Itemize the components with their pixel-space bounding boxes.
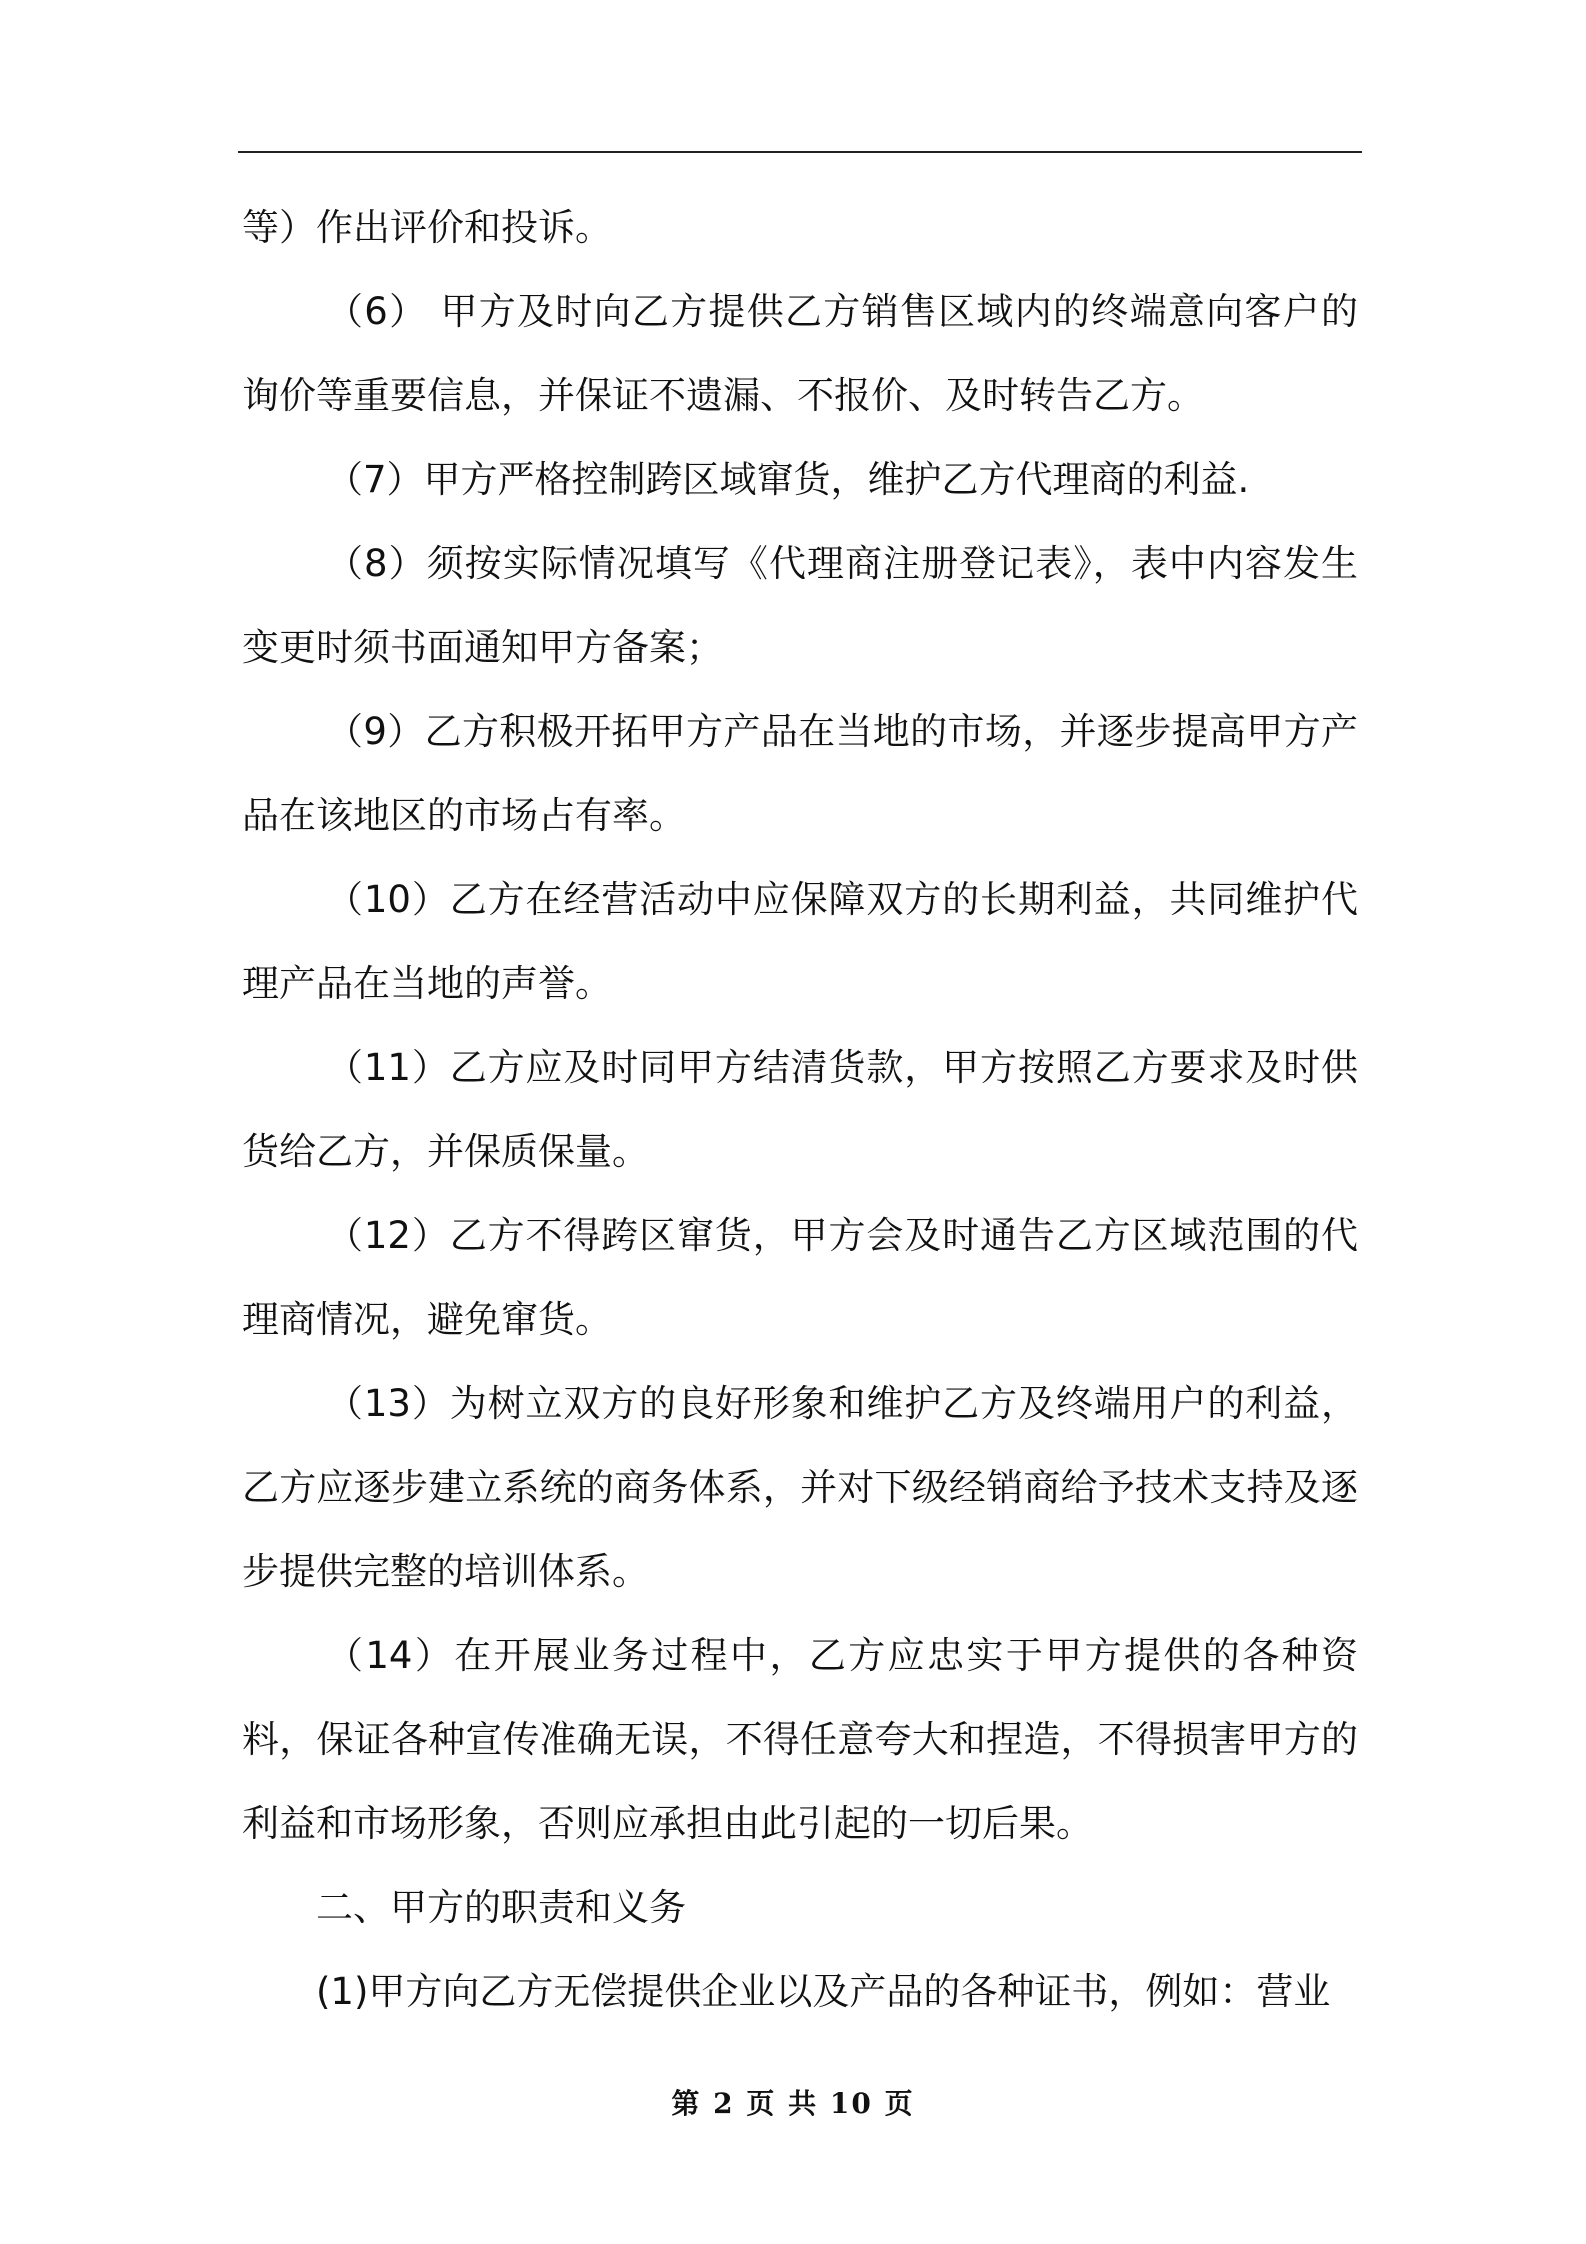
paragraph-duty-1: (1)甲方向乙方无偿提供企业以及产品的各种证书，例如：营业 <box>316 1970 1331 2013</box>
paragraph-item-6: （6） 甲方及时向乙方提供乙方销售区域内的终端意向客户的询价等重要信息，并保证不遗漏、不报价、及时转告乙方。 <box>242 290 1358 417</box>
paragraph-item-7: （7）甲方严格控制跨区域窜货，维护乙方代理商的利益. <box>326 458 1250 501</box>
paragraph-item-8: （8）须按实际情况填写《代理商注册登记表》，表中内容发生变更时须书面通知甲方备案； <box>242 542 1358 669</box>
page-number-footer: 第 2 页 共 10 页 <box>671 2087 915 2120</box>
paragraph-item-11: （11）乙方应及时同甲方结清货款，甲方按照乙方要求及时供货给乙方，并保质保量。 <box>242 1046 1358 1173</box>
paragraph-item-10: （10）乙方在经营活动中应保障双方的长期利益，共同维护代理产品在当地的声誉。 <box>242 878 1358 1005</box>
header-rule <box>238 151 1362 153</box>
section-heading: 二、甲方的职责和义务 <box>316 1886 686 1929</box>
document-body <box>242 186 1358 2034</box>
paragraph-item-9: （9）乙方积极开拓甲方产品在当地的市场，并逐步提高甲方产品在该地区的市场占有率。 <box>242 710 1358 837</box>
paragraph-continuation: 等）作出评价和投诉。 <box>242 206 612 249</box>
paragraph-item-14: （14）在开展业务过程中，乙方应忠实于甲方提供的各种资料，保证各种宣传准确无误，不得任意夸大和捏造，不得损害甲方的利益和市场形象，否则应承担由此引起的一切后果。 <box>242 1634 1358 1845</box>
paragraph-item-13: （13）为树立双方的良好形象和维护乙方及终端用户的利益，乙方应逐步建立系统的商务体系，并对下级经销商给予技术支持及逐步提供完整的培训体系。 <box>242 1382 1358 1593</box>
paragraph-item-12: （12）乙方不得跨区窜货，甲方会及时通告乙方区域范围的代理商情况，避免窜货。 <box>242 1214 1358 1341</box>
